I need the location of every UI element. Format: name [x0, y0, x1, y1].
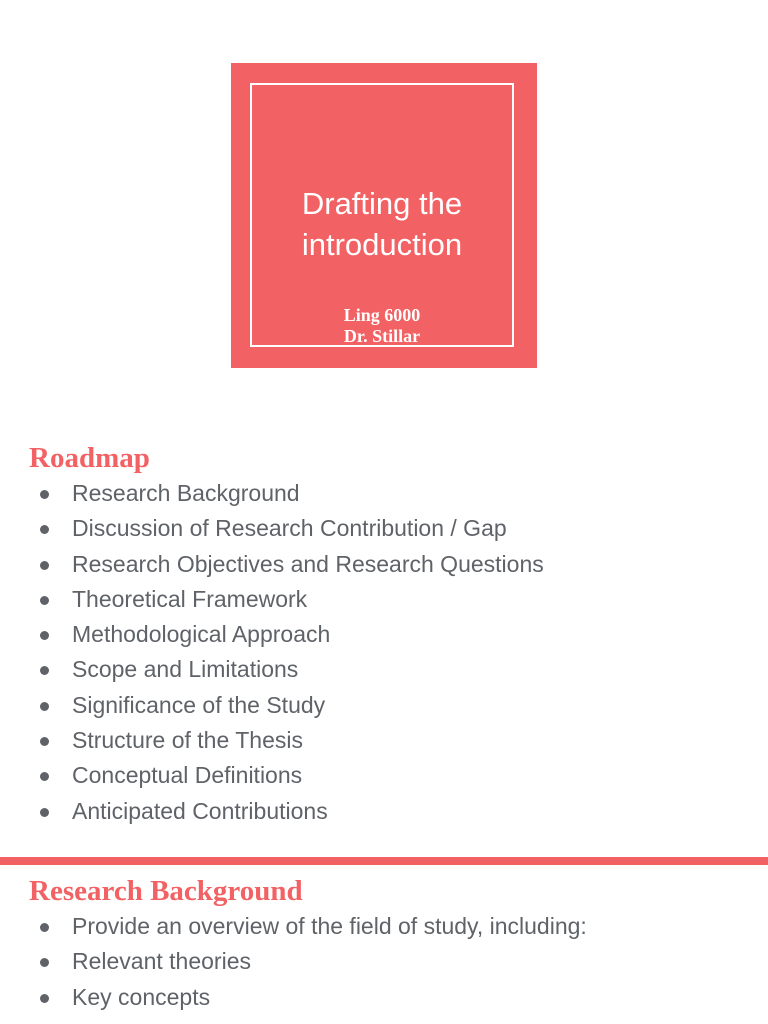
list-item: Provide an overview of the field of study, including:	[0, 909, 768, 944]
research-background-section	[0, 873, 768, 1015]
title-frame	[250, 83, 514, 347]
roadmap-heading: Roadmap	[29, 442, 150, 474]
slide-title-line-1: Drafting the	[301, 186, 463, 221]
course-name: Ling 6000	[343, 305, 421, 325]
roadmap-section	[0, 440, 768, 829]
title-slide	[231, 63, 537, 368]
research-background-heading: Research Background	[29, 875, 303, 907]
list-item: Significance of the Study	[0, 688, 768, 723]
research-background-list	[0, 909, 768, 1015]
list-item: Discussion of Research Contribution / Gap	[0, 511, 768, 546]
instructor-name: Dr. Stillar	[343, 326, 421, 346]
list-item: Anticipated Contributions	[0, 794, 768, 829]
section-divider	[0, 857, 768, 865]
slide-title	[252, 183, 512, 265]
list-item: Research Background	[0, 476, 768, 511]
roadmap-list	[0, 476, 768, 829]
list-item: Theoretical Framework	[0, 582, 768, 617]
list-item: Scope and Limitations	[0, 652, 768, 687]
list-item: Research Objectives and Research Questions	[0, 547, 768, 582]
list-item: Structure of the Thesis	[0, 723, 768, 758]
list-item: Key concepts	[0, 980, 768, 1015]
list-item: Conceptual Definitions	[0, 758, 768, 793]
slide-title-line-2: introduction	[301, 227, 463, 262]
list-item: Methodological Approach	[0, 617, 768, 652]
list-item: Relevant theories	[0, 944, 768, 979]
slide-subtitle	[252, 305, 512, 347]
